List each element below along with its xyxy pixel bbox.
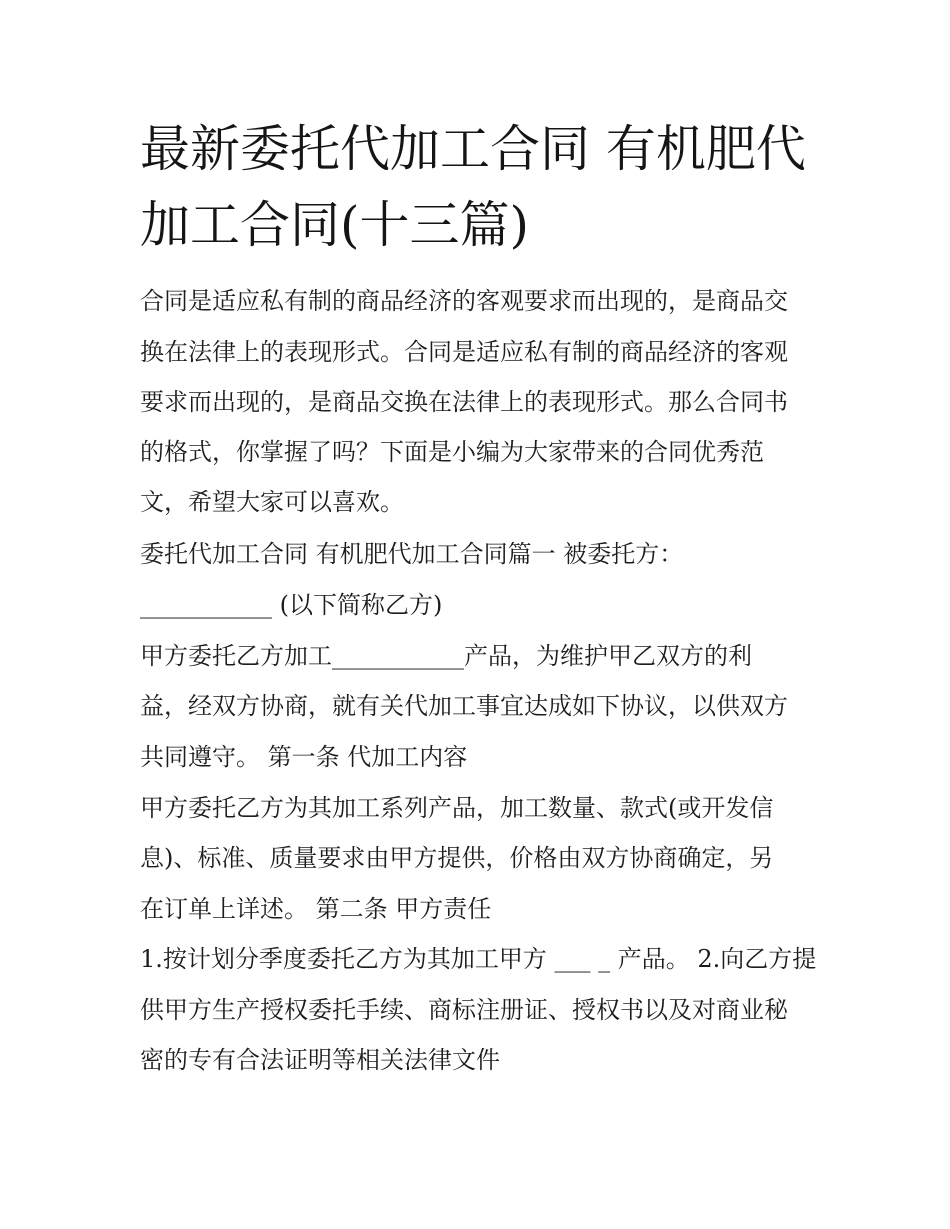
body-line-3: 要求而出现的，是商品交换在法律上的表现形式。那么合同书	[140, 388, 788, 416]
document-title-line-1: 最新委托代加工合同 有机肥代	[140, 120, 806, 178]
body-line-12: 息)、标准、质量要求由甲方提供，价格由双方协商确定，另	[140, 844, 774, 872]
body-line-2: 换在法律上的表现形式。合同是适应私有制的商品经济的客观	[140, 338, 788, 366]
body-line-15: 供甲方生产授权委托手续、商标注册证、授权书以及对商业秘	[140, 996, 788, 1024]
body-line-8: 甲方委托乙方加工___________产品，为维护甲乙双方的利	[140, 642, 752, 670]
body-line-4: 的格式，你掌握了吗？下面是小编为大家带来的合同优秀范	[140, 438, 764, 466]
body-line-6: 委托代加工合同 有机肥代加工合同篇一 被委托方：	[140, 540, 684, 568]
body-line-13: 在订单上详述。 第二条 甲方责任	[140, 895, 492, 923]
body-line-14: 1.按计划分季度委托乙方为其加工甲方 ___ _ 产品。 2.向乙方提	[140, 945, 817, 973]
body-line-7: ___________ (以下简称乙方)	[140, 591, 443, 619]
body-line-5: 文，希望大家可以喜欢。	[140, 488, 404, 516]
body-line-1: 合同是适应私有制的商品经济的客观要求而出现的，是商品交	[140, 287, 788, 315]
document-title-line-2: 加工合同(十三篇)	[140, 196, 530, 254]
body-line-11: 甲方委托乙方为其加工系列产品，加工数量、款式(或开发信	[140, 794, 774, 822]
body-line-10: 共同遵守。 第一条 代加工内容	[140, 743, 468, 771]
body-line-9: 益，经双方协商，就有关代加工事宜达成如下协议，以供双方	[140, 692, 788, 720]
body-line-16: 密的专有合法证明等相关法律文件	[140, 1046, 500, 1074]
